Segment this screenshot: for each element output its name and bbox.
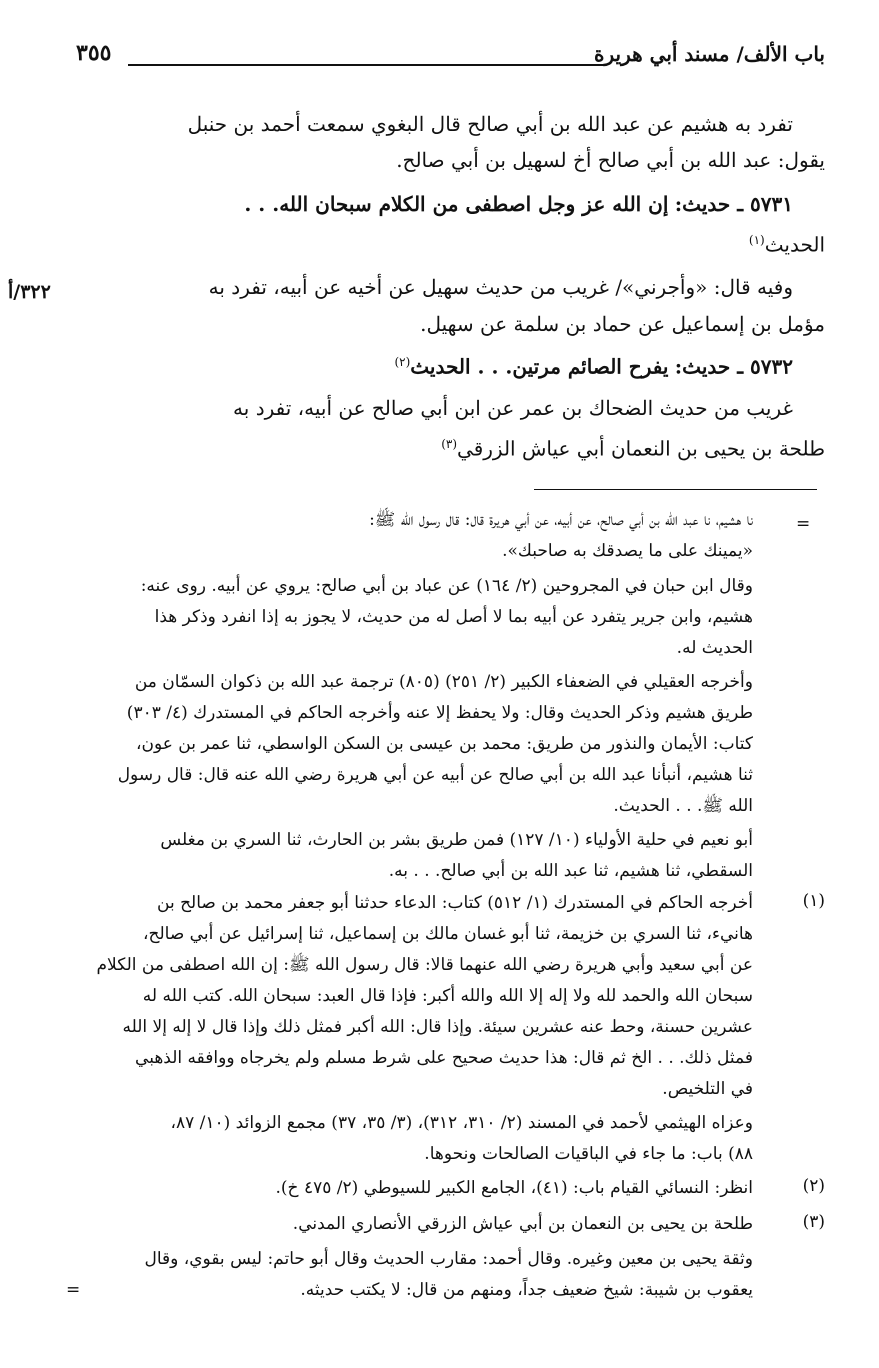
- footnote-line: «يمينك على ما يصدقك به صاحبك».: [502, 541, 753, 561]
- footnote-ref-1: (١): [748, 233, 765, 247]
- hadith-5731-line: [244, 190, 793, 218]
- footnote-line: طلحة بن يحيى بن النعمان بن أبي عياش الزرقي الأنصاري المدني.: [292, 1214, 753, 1234]
- hadith-5731-tail: الحديث: [764, 232, 825, 257]
- footnote-line: السقطي، ثنا هشيم، ثنا عبد الله بن أبي صالح. . . به.: [388, 861, 753, 881]
- continuation-mark-end: =: [66, 1280, 81, 1300]
- hadith-5731-line2: [749, 226, 825, 259]
- page-number: ٣٥٥: [76, 40, 112, 66]
- hadith-5731-text: إن الله عز وجل اصطفى من الكلام سبحان الله. . .: [244, 192, 669, 216]
- footnote-line: الحديث له.: [676, 638, 753, 658]
- footnote-line: كتاب: الأيمان والنذور من طريق: محمد بن عيسى بن السكن الواسطي، ثنا عمر بن عون،: [135, 734, 753, 754]
- paragraph-text: طلحة بن يحيى بن النعمان أبي عياش الزرقي: [457, 436, 825, 461]
- footnote-line: وقال ابن حبان في المجروحين (٢/ ١٦٤) عن عباد بن أبي صالح: يروي عن أبيه. روى عنه:: [140, 576, 753, 596]
- paragraph-line: تفرد به هشيم عن عبد الله بن أبي صالح قال البغوي سمعت أحمد بن حنبل: [187, 112, 793, 136]
- paragraph-line: وفيه قال: «وأجرني»/ غريب من حديث سهيل عن أخيه عن أبيه، تفرد به: [208, 275, 793, 299]
- footnote-line: عن أبي سعيد وأبي هريرة رضي الله عنهما قالا: قال رسول الله ﷺ: إن الله اصطفى من الكلام: [96, 955, 753, 975]
- footnote-line: هانيء، ثنا السري بن خزيمة، ثنا أبو غسان مالك بن إسماعيل، ثنا إسرائيل عن أبي صالح،: [143, 924, 753, 944]
- hadith-5732-text: يفرح الصائم مرتين. . . الحديث: [410, 354, 669, 379]
- footnote-line: هشيم، وابن جرير يتفرد عن أبيه بما لا أصل له من حديث، لا يجوز به إذا انفرد وذكر هذا: [154, 607, 753, 627]
- footnote-line: عشرين حسنة، وحط عنه عشرين سيئة. وإذا قال: الله أكبر فمثل ذلك وإذا قال لا إله إلا الله: [122, 1017, 753, 1037]
- paragraph-line: غريب من حديث الضحاك بن عمر عن ابن أبي صالح عن أبيه، تفرد به: [233, 396, 793, 420]
- footnote-line: طريق هشيم وذكر الحديث وقال: ولا يحفظ إلا عنه وأخرجه الحاكم في المستدرك (٤/ ٣٠٣): [126, 703, 753, 723]
- running-header-title: باب الألف/ مسند أبي هريرة: [594, 42, 825, 66]
- continuation-mark: =: [796, 514, 811, 534]
- footnote-line: وأخرجه العقيلي في الضعفاء الكبير (٢/ ٢٥١) (٨٠٥) ترجمة عبد الله بن ذكوان السمّان من: [134, 672, 753, 692]
- footnote-number: (١): [802, 891, 825, 911]
- header-rule: [128, 64, 606, 66]
- footnote-line: في التلخيص.: [662, 1079, 753, 1099]
- footnote-line: وثقة يحيى بن معين وغيره. وقال أحمد: مقارب الحديث وقال أبو حاتم: ليس بقوي، وقال: [144, 1249, 753, 1269]
- hadith-5732-line: [394, 348, 793, 381]
- footnote-line: ٨٨) باب: ما جاء في الباقيات الصالحات ونحوها.: [424, 1144, 753, 1164]
- footnote-line: الله ﷺ. . . الحديث.: [613, 796, 753, 816]
- footnote-line: يعقوب بن شيبة: شيخ ضعيف جداً، ومنهم من قال: لا يكتب حديثه.: [300, 1280, 753, 1300]
- paragraph-line: يقول: عبد الله بن أبي صالح أخ لسهيل بن أبي صالح.: [396, 148, 825, 172]
- footnote-number: (٢): [802, 1176, 825, 1196]
- hadith-5731-number: ٥٧٣١ ـ حديث:: [674, 192, 793, 216]
- footnote-line: نا هشيم، نا عبد الله بن أبي صالح، عن أبيه، عن أبي هريرة قال: قال رسول الله ﷺ:: [369, 510, 753, 530]
- footnote-line: سبحان الله والحمد لله ولا إله إلا الله والله أكبر: فإذا قال العبد: سبحان الله. كتب الله له: [142, 986, 753, 1006]
- footnote-line: فمثل ذلك. . . الخ ثم قال: هذا حديث صحيح على شرط مسلم ولم يخرجاه ووافقه الذهبي: [135, 1048, 753, 1068]
- footnote-ref-2: (٢): [394, 355, 411, 369]
- margin-folio-note: ٣٢٢/أ: [8, 281, 51, 303]
- footnote-number: (٣): [802, 1212, 825, 1232]
- footnote-line: ثنا هشيم، أنبأنا عبد الله بن أبي صالح عن أبيه عن أبي هريرة رضي الله عنه قال: قال رسول: [117, 765, 753, 785]
- footnote-separator: [534, 489, 817, 490]
- paragraph-line: [441, 430, 825, 463]
- footnote-line: أخرجه الحاكم في المستدرك (١/ ٥١٢) كتاب: الدعاء حدثنا أبو جعفر محمد بن صالح بن: [157, 893, 753, 913]
- paragraph-line: مؤمل بن إسماعيل عن حماد بن سلمة عن سهيل.: [420, 312, 825, 336]
- footnote-line: أبو نعيم في حلية الأولياء (١٠/ ١٢٧) فمن طريق بشر بن الحارث، ثنا السري بن مغلس: [160, 830, 753, 850]
- footnote-line: وعزاه الهيثمي لأحمد في المسند (٢/ ٣١٠، ٣١٢)، (٣/ ٣٥، ٣٧) مجمع الزوائد (١٠/ ٨٧،: [170, 1113, 753, 1133]
- footnote-ref-3: (٣): [441, 437, 458, 451]
- footnote-line: انظر: النسائي القيام باب: (٤١)، الجامع الكبير للسيوطي (٢/ ٤٧٥ خ).: [275, 1178, 753, 1198]
- hadith-5732-number: ٥٧٣٢ ـ حديث:: [674, 354, 793, 379]
